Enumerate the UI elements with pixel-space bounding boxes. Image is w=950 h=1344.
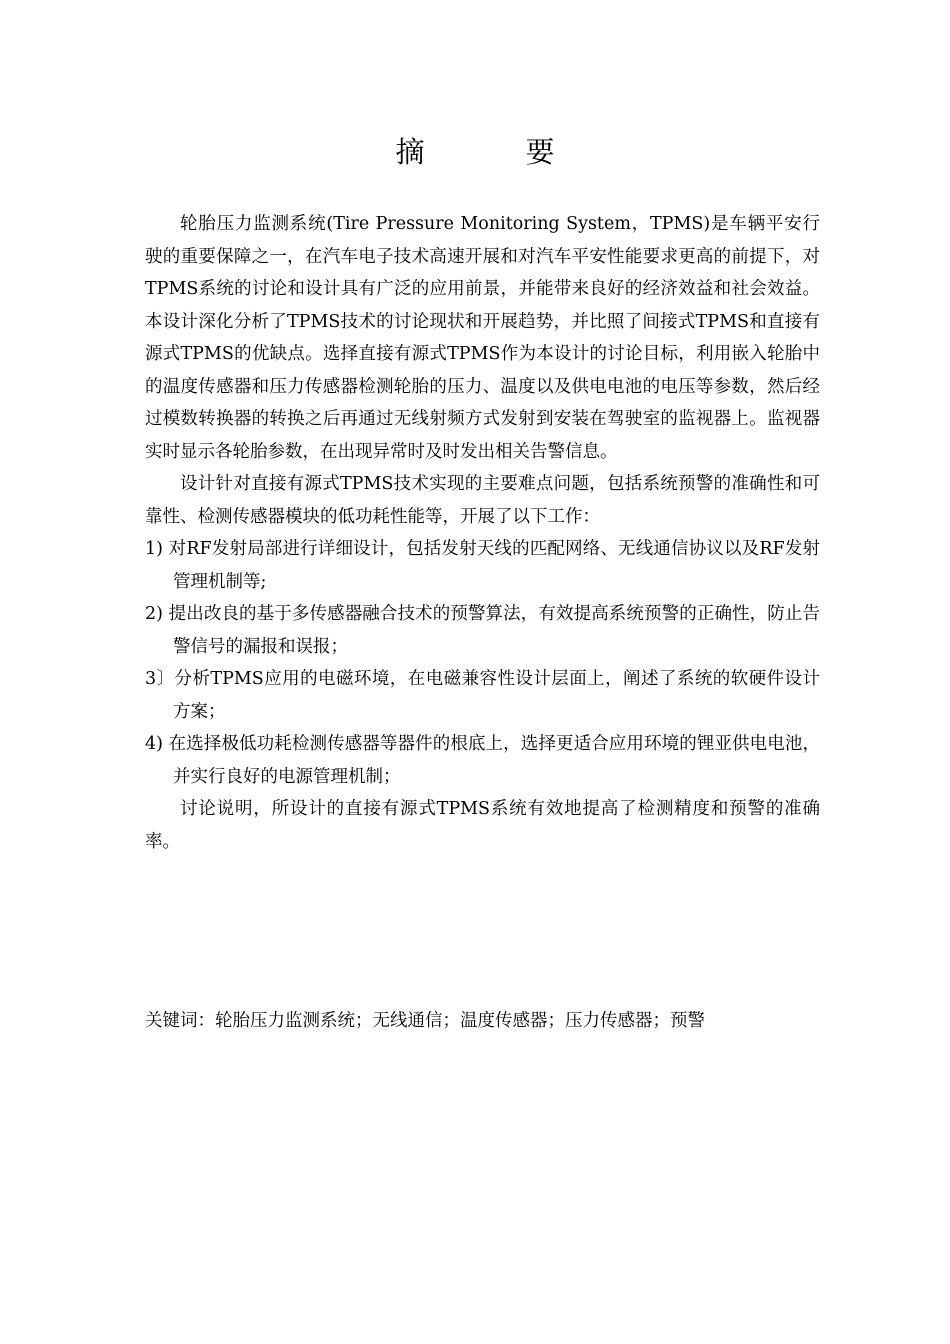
work-item-2: 2) 提出改良的基于多传感器融合技术的预警算法，有效提高系统预警的正确性，防止告警信号的漏报和误报； — [145, 604, 820, 657]
abstract-paragraph-1: 轮胎压力监测系统(Tire Pressure Monitoring System，TPMS)是车辆平安行驶的重要保障之一，在汽车电子技术高速开展和对汽车平安性能要求更高的前提下，对TPMS系统的讨论和设计具有广泛的应用前景，并能带来良好的经济效益和社会效益。本设计深化分析了TPMS技术的讨论现状和开展趋势，并比照了间接式TPMS和直接有源式TPMS的优缺点。选择直接有源式TPMS作为本设计的讨论目标，利用嵌入轮胎中的温度传感器和压力传感器检测轮胎的压力、温度以及供电电池的电压等参数，然后经过模数转换器的转换之后再通过无线射频方式发射到安装在驾驶室的监视器上。监视器实时显示各轮胎参数，在出现异常时及时发出相关告警信息。 — [145, 214, 820, 462]
conclusion-paragraph: 讨论说明，所设计的直接有源式TPMS系统有效地提高了检测精度和预警的准确率。 — [145, 799, 820, 852]
keywords-line: 关键词：轮胎压力监测系统；无线通信；温度传感器；压力传感器；预警 — [145, 1011, 705, 1031]
work-item-1: 1) 对RF发射局部进行详细设计，包括发射天线的匹配网络、无线通信协议以及RF发射管理机制等; — [145, 539, 820, 592]
page-title: 摘 要 — [395, 135, 591, 169]
abstract-body — [145, 208, 820, 858]
work-item-4: 4) 在选择极低功耗检测传感器等器件的根底上，选择更适合应用环境的锂亚供电电池，并实行良好的电源管理机制； — [145, 734, 820, 787]
abstract-paragraph-2: 设计针对直接有源式TPMS技术实现的主要难点问题，包括系统预警的准确性和可靠性、检测传感器模块的低功耗性能等，开展了以下工作： — [145, 474, 820, 527]
work-item-3: 3〕分析TPMS应用的电磁环境，在电磁兼容性设计层面上，阐述了系统的软硬件设计方案； — [145, 669, 820, 722]
